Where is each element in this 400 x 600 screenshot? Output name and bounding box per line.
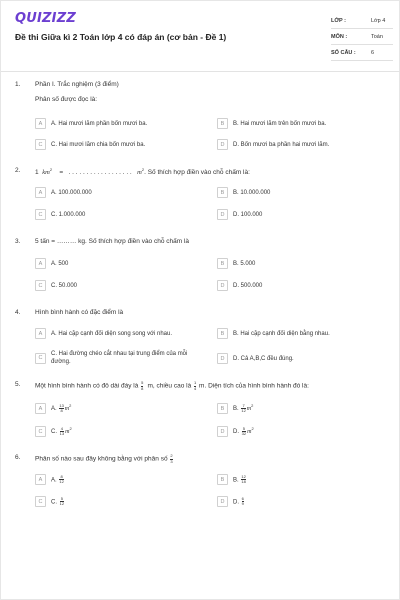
question-text: 1 $km^2$ = . . . . . . . . . . . . . . . . . . $m^2$. Số thích hợp điền vào chỗ chấm là: xyxy=(35,167,250,177)
option-letter-box: A xyxy=(35,403,46,414)
option-text: B. 10.000.000 xyxy=(233,189,271,196)
meta-key: MÔN : xyxy=(331,33,348,40)
option-letter-box: D xyxy=(217,280,228,291)
option-c[interactable] xyxy=(35,426,72,437)
option-letter-box: C xyxy=(35,496,46,507)
question-text: Hình bình hành có đặc điểm là xyxy=(35,309,124,316)
option-d[interactable] xyxy=(217,496,245,507)
option-letter-box: C xyxy=(35,139,46,150)
header-divider xyxy=(1,71,400,72)
option-letter-box: D xyxy=(217,353,228,364)
option-d[interactable] xyxy=(217,426,254,437)
meta-row-count xyxy=(331,45,393,61)
option-letter-box: B xyxy=(217,403,228,414)
question-subtext: Phân số được đọc là: xyxy=(35,96,98,103)
document-title: Đề thi Giữa kì 2 Toán lớp 4 có đáp án (cơ bản - Đề 1) xyxy=(15,32,227,42)
option-b[interactable] xyxy=(217,403,253,414)
option-letter-box: A xyxy=(35,328,46,339)
option-a[interactable] xyxy=(35,258,68,269)
option-letter-box: C xyxy=(35,426,46,437)
option-letter-box: D xyxy=(217,426,228,437)
option-a[interactable] xyxy=(35,187,92,198)
option-text: B. $\frac{7}{12}$ $m^2$ xyxy=(233,402,254,414)
question-number: 2. xyxy=(15,167,21,174)
option-letter-box: C xyxy=(35,280,46,291)
option-text: C. 50.000 xyxy=(51,282,78,289)
option-text: A. Hai cặp cạnh đối diện song song với nhau. xyxy=(51,330,173,337)
meta-value: Lớp 4 xyxy=(371,17,386,24)
option-a[interactable] xyxy=(35,118,147,129)
option-text: B. 5.000 xyxy=(233,260,256,267)
option-letter-box: D xyxy=(217,209,228,220)
option-letter-box: B xyxy=(217,118,228,129)
option-letter-box: B xyxy=(217,328,228,339)
option-text: A. 100.000.000 xyxy=(51,189,92,196)
option-text: C. 1.000.000 xyxy=(51,211,86,218)
option-text: D. $\frac{5}{32}$ $m^2$ xyxy=(233,425,254,437)
option-c[interactable] xyxy=(35,496,65,507)
option-d[interactable] xyxy=(217,353,294,364)
option-text: B. Hai mươi lăm trên bốn mươi ba. xyxy=(233,120,327,127)
option-text: B. $\frac{12}{18}$ xyxy=(233,473,246,484)
option-text: D. Cả A,B,C đều đúng. xyxy=(233,355,294,362)
meta-value: 6 xyxy=(371,49,375,56)
question-number: 6. xyxy=(15,454,21,461)
question-number: 4. xyxy=(15,309,21,316)
option-text: C. Hai mươi lăm chia bốn mươi ba. xyxy=(51,141,146,148)
option-c[interactable] xyxy=(35,139,145,150)
option-b[interactable] xyxy=(217,328,330,339)
meta-key: SỐ CÂU : xyxy=(331,49,356,56)
option-d[interactable] xyxy=(217,209,262,220)
option-letter-box: A xyxy=(35,187,46,198)
question-text: Phần I. Trắc nghiệm (3 điểm) xyxy=(35,81,119,88)
option-text: D. $\frac{6}{9}$ xyxy=(233,495,244,506)
option-b[interactable] xyxy=(217,187,270,198)
option-text: D. Bốn mươi ba phần hai mươi lăm. xyxy=(233,141,330,148)
option-c[interactable] xyxy=(35,209,85,220)
option-d[interactable] xyxy=(217,139,329,150)
question-text: Một hình bình hành có đô dài đáy là $\frac{5}{8}$ m, chiều cao là $\frac{1}{4}$ m. Diện tích của hình bình hành đó là: xyxy=(35,380,309,391)
option-letter-box: D xyxy=(217,496,228,507)
option-text: D. 500.000 xyxy=(233,282,263,289)
option-letter-box: B xyxy=(217,187,228,198)
option-a[interactable] xyxy=(35,328,172,339)
option-letter-box: A xyxy=(35,118,46,129)
option-letter-box: C xyxy=(35,353,46,364)
option-text: C. $\frac{5}{12}$ xyxy=(51,495,65,506)
meta-key: LỚP : xyxy=(331,17,346,24)
question-number: 3. xyxy=(15,238,21,245)
option-letter-box: A xyxy=(35,474,46,485)
option-text: C. $\frac{4}{13}$ $m^2$ xyxy=(51,425,72,437)
option-letter-box: B xyxy=(217,258,228,269)
question-text: 5 tấn = ……… kg. Số thích hợp điền vào chỗ chấm là xyxy=(35,238,190,245)
meta-table xyxy=(331,13,393,61)
option-text: A. 500 xyxy=(51,260,69,267)
option-letter-box: A xyxy=(35,258,46,269)
fraction: $\frac{2}{3}$ xyxy=(170,453,173,464)
meta-row-class xyxy=(331,13,393,29)
option-text: B. Hai cặp cạnh đối diện bằng nhau. xyxy=(233,330,330,337)
option-text: C. Hai đường chéo cắt nhau tại trung điểm của mỗi đường. xyxy=(51,351,188,365)
quizizz-logo: QUIZIZZ xyxy=(15,11,76,26)
question-number: 5. xyxy=(15,381,21,388)
option-b[interactable] xyxy=(217,258,255,269)
option-b[interactable] xyxy=(217,118,326,129)
option-a[interactable] xyxy=(35,474,65,485)
option-text: A. Hai mươi lăm phần bốn mươi ba. xyxy=(51,120,148,127)
option-c[interactable] xyxy=(35,350,201,366)
option-text: D. 100.000 xyxy=(233,211,263,218)
question-number: 1. xyxy=(15,81,21,88)
option-letter-box: D xyxy=(217,139,228,150)
option-letter-box: B xyxy=(217,474,228,485)
option-text: A. $\frac{8}{12}$ xyxy=(51,473,64,484)
meta-row-subject xyxy=(331,29,393,45)
question-text: Phân số nào sau đây không bằng với phân số $\frac{2}{3}$ xyxy=(35,453,173,464)
option-a[interactable] xyxy=(35,403,71,414)
option-letter-box: C xyxy=(35,209,46,220)
fraction: $\frac{5}{8}$ xyxy=(141,380,144,391)
option-c[interactable] xyxy=(35,280,77,291)
option-text: A. $\frac{13}{8}$ $m^2$ xyxy=(51,402,72,414)
option-b[interactable] xyxy=(217,474,247,485)
fraction: $\frac{1}{4}$ xyxy=(194,380,197,391)
meta-value: Toán xyxy=(371,33,383,40)
option-d[interactable] xyxy=(217,280,262,291)
